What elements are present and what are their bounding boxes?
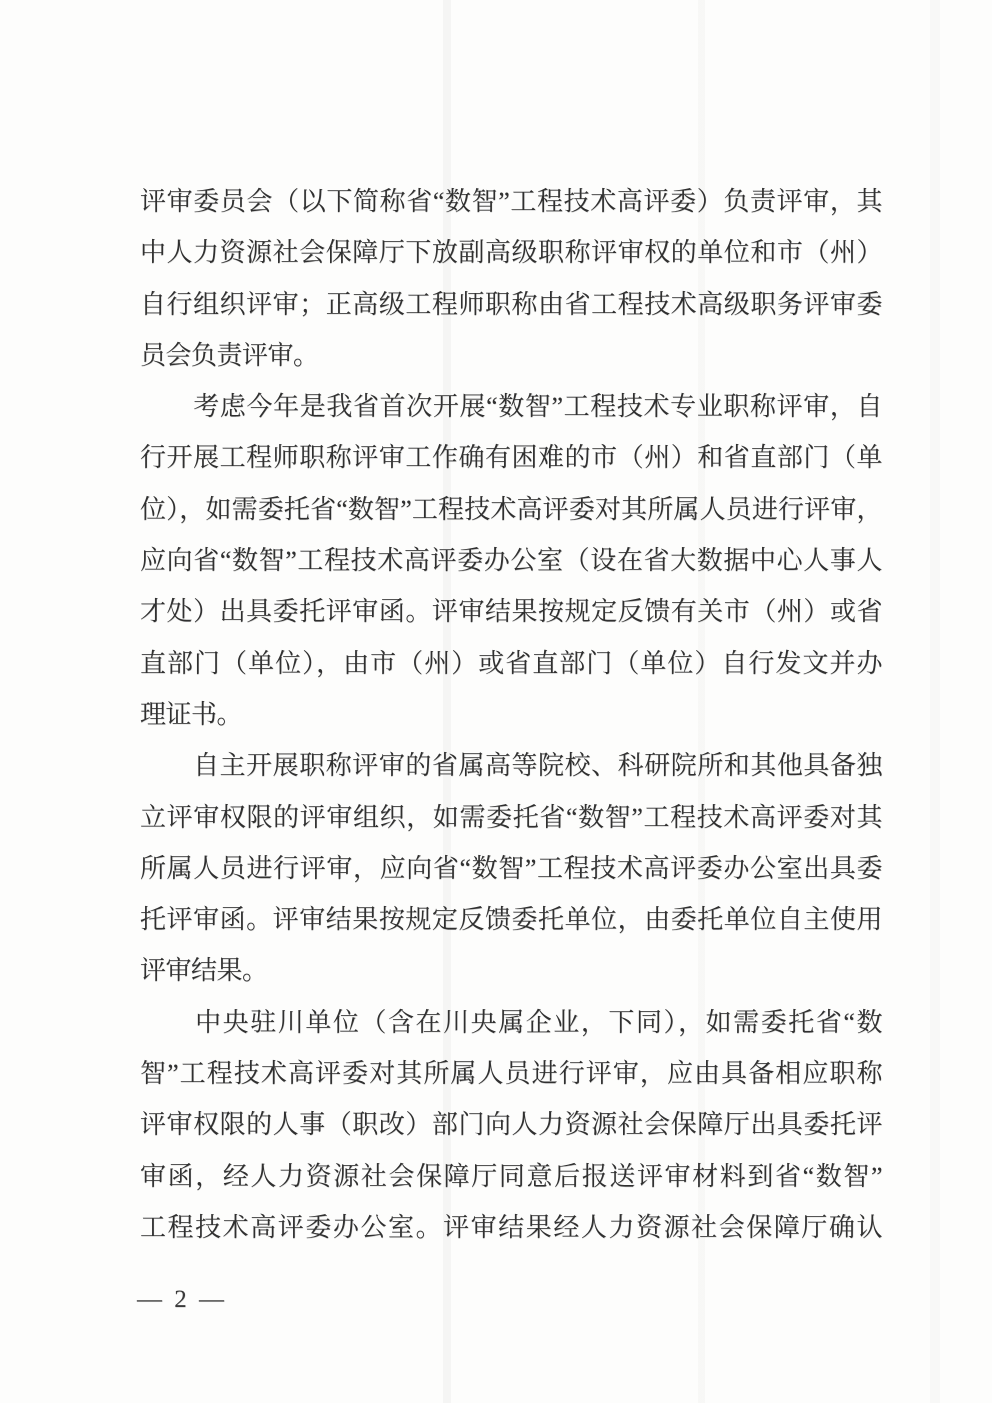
page-number: — 2 — bbox=[137, 1286, 227, 1313]
text-line: 理证书。 bbox=[140, 699, 243, 729]
text-line: 评审权限的人事（职改）部门向人力资源社会保障厅出具委托评 bbox=[140, 1110, 882, 1140]
text-line: 位），如需委托省“数智”工程技术高评委对其所属人员进行评审， bbox=[140, 494, 882, 524]
text-line: 应向省“数智”工程技术高评委办公室（设在省大数据中心人事人 bbox=[140, 546, 882, 576]
text-line: 托评审函。评审结果按规定反馈委托单位，由委托单位自主使用 bbox=[140, 905, 882, 935]
paragraph bbox=[140, 176, 882, 381]
text-line: 自主开展职称评审的省属高等院校、科研院所和其他具备独 bbox=[140, 751, 882, 781]
paragraph bbox=[140, 997, 882, 1253]
text-line: 工程技术高评委办公室。评审结果经人力资源社会保障厅确认 bbox=[140, 1212, 882, 1242]
text-line: 立评审权限的评审组织，如需委托省“数智”工程技术高评委对其 bbox=[140, 802, 882, 832]
document-body bbox=[140, 176, 882, 1253]
paragraph bbox=[140, 381, 882, 740]
text-line: 智”工程技术高评委对其所属人员进行评审，应由具备相应职称 bbox=[140, 1059, 882, 1089]
paragraph bbox=[140, 740, 882, 996]
text-line: 评审结果。 bbox=[140, 956, 268, 986]
text-line: 所属人员进行评审，应向省“数智”工程技术高评委办公室出具委 bbox=[140, 853, 882, 883]
text-line: 行开展工程师职称评审工作确有困难的市（州）和省直部门（单 bbox=[140, 443, 882, 473]
text-line: 中央驻川单位（含在川央属企业，下同），如需委托省“数 bbox=[140, 1007, 882, 1037]
text-line: 考虑今年是我省首次开展“数智”工程技术专业职称评审，自 bbox=[140, 392, 882, 422]
text-line: 自行组织评审；正高级工程师职称由省工程技术高级职务评审委 bbox=[140, 289, 882, 319]
text-line: 才处）出具委托评审函。评审结果按规定反馈有关市（州）或省 bbox=[140, 597, 882, 627]
text-line: 中人力资源社会保障厅下放副高级职称评审权的单位和市（州） bbox=[140, 238, 882, 268]
text-line: 员会负责评审。 bbox=[140, 340, 319, 370]
text-line: 审函，经人力资源社会保障厅同意后报送评审材料到省“数智” bbox=[140, 1161, 882, 1191]
text-line: 直部门（单位），由市（州）或省直部门（单位）自行发文并办 bbox=[140, 648, 882, 678]
text-line: 评审委员会（以下简称省“数智”工程技术高评委）负责评审，其 bbox=[140, 187, 882, 216]
